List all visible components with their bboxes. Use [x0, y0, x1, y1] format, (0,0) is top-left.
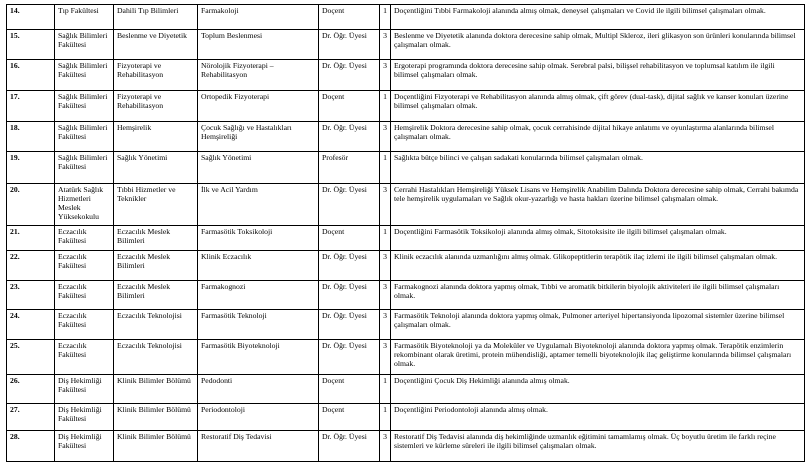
faculty-cell: Eczacılık Fakültesi — [55, 340, 114, 375]
table-row — [7, 431, 805, 462]
positions-table — [6, 4, 805, 462]
row-number: 24. — [7, 310, 55, 340]
count-cell: 1 — [380, 375, 391, 404]
count-cell: 1 — [380, 91, 391, 122]
table-row — [7, 122, 805, 152]
department-cell: Hemşirelik — [114, 122, 198, 152]
department-cell: Eczacılık Meslek Bilimleri — [114, 226, 198, 251]
faculty-cell: Diş Hekimliği Fakültesi — [55, 404, 114, 431]
department-cell: Dahili Tıp Bilimleri — [114, 5, 198, 30]
criteria-cell: Farmasötik Biyoteknoloji ya da Moleküler ve Uygulamalı Biyoteknoloji alanında doktora yapmış olmak. Terapötik enzimlerin rekombinant olarak üretimi, protein mühendisliği, aptamer temelli biyoteknolojik ilaç geliştirme konularında bilimsel çalışmaları olmak. — [391, 340, 805, 375]
field-cell: Farmasötik Biyoteknoloji — [198, 340, 319, 375]
department-cell: Sağlık Yönetimi — [114, 152, 198, 184]
faculty-cell: Sağlık Bilimleri Fakültesi — [55, 60, 114, 91]
faculty-cell: Sağlık Bilimleri Fakültesi — [55, 122, 114, 152]
field-cell: Ortopedik Fizyoterapi — [198, 91, 319, 122]
table-row — [7, 91, 805, 122]
row-number: 14. — [7, 5, 55, 30]
field-cell: Farmasötik Teknoloji — [198, 310, 319, 340]
count-cell: 3 — [380, 122, 391, 152]
count-cell: 3 — [380, 60, 391, 91]
row-number: 28. — [7, 431, 55, 462]
count-cell: 1 — [380, 226, 391, 251]
department-cell: Fizyoterapi ve Rehabilitasyon — [114, 91, 198, 122]
title-cell: Dr. Öğr. Üyesi — [319, 340, 380, 375]
faculty-cell: Sağlık Bilimleri Fakültesi — [55, 91, 114, 122]
faculty-cell: Eczacılık Fakültesi — [55, 281, 114, 310]
title-cell: Doçent — [319, 5, 380, 30]
department-cell: Tıbbi Hizmetler ve Teknikler — [114, 184, 198, 226]
count-cell: 1 — [380, 152, 391, 184]
title-cell: Dr. Öğr. Üyesi — [319, 122, 380, 152]
field-cell: Pedodonti — [198, 375, 319, 404]
field-cell: İlk ve Acil Yardım — [198, 184, 319, 226]
faculty-cell: Eczacılık Fakültesi — [55, 226, 114, 251]
table-row — [7, 5, 805, 30]
row-number: 22. — [7, 251, 55, 281]
field-cell: Toplum Beslenmesi — [198, 30, 319, 60]
row-number: 19. — [7, 152, 55, 184]
title-cell: Dr. Öğr. Üyesi — [319, 431, 380, 462]
row-number: 17. — [7, 91, 55, 122]
field-cell: Sağlık Yönetimi — [198, 152, 319, 184]
criteria-cell: Doçentliğini Tıbbi Farmakoloji alanında almış olmak, deneysel çalışmaları ve Covid ile ilgili bilimsel çalışmaları olmak. — [391, 5, 805, 30]
count-cell: 3 — [380, 251, 391, 281]
table-row — [7, 152, 805, 184]
count-cell: 3 — [380, 30, 391, 60]
faculty-cell: Sağlık Bilimleri Fakültesi — [55, 30, 114, 60]
table-row — [7, 226, 805, 251]
field-cell: Farmasötik Toksikoloji — [198, 226, 319, 251]
department-cell: Klinik Bilimler Bölümü — [114, 431, 198, 462]
count-cell: 3 — [380, 431, 391, 462]
table-row — [7, 30, 805, 60]
count-cell: 3 — [380, 340, 391, 375]
criteria-cell: Hemşirelik Doktora derecesine sahip olmak, çocuk cerrahisinde dijital hikaye anlatımı ve oyunlaştırma alanlarında bilimsel çalışmaları olmak. — [391, 122, 805, 152]
department-cell: Fizyoterapi ve Rehabilitasyon — [114, 60, 198, 91]
criteria-cell: Doçentliğini Periodontoloji alanında almış olmak. — [391, 404, 805, 431]
title-cell: Dr. Öğr. Üyesi — [319, 251, 380, 281]
count-cell: 1 — [380, 404, 391, 431]
field-cell: Farmakoloji — [198, 5, 319, 30]
title-cell: Profesör — [319, 152, 380, 184]
table-row — [7, 251, 805, 281]
count-cell: 1 — [380, 5, 391, 30]
table-row — [7, 404, 805, 431]
title-cell: Doçent — [319, 375, 380, 404]
row-number: 18. — [7, 122, 55, 152]
faculty-cell: Diş Hekimliği Fakültesi — [55, 375, 114, 404]
criteria-cell: Klinik eczacılık alanında uzmanlığını almış olmak. Glikopeptitlerin terapötik ilaç izlemi ile ilgili bilimsel çalışmaları olmak. — [391, 251, 805, 281]
field-cell: Farmakognozi — [198, 281, 319, 310]
row-number: 23. — [7, 281, 55, 310]
faculty-cell: Tıp Fakültesi — [55, 5, 114, 30]
criteria-cell: Doçentliğini Farmasötik Toksikoloji alanında almış olmak, Sitotoksisite ile ilgili bilimsel çalışmaları olmak. — [391, 226, 805, 251]
table-row — [7, 60, 805, 91]
criteria-cell: Cerrahi Hastalıkları Hemşireliği Yüksek Lisans ve Hemşirelik Anabilim Dalında Doktora derecesine sahip olmak, Cerrahi bakımda tele hemşirelik uygulamaları ve Sağlık okur-yazarlığı ve hasta hakları üzerine bilimsel çalışmaları olmak. — [391, 184, 805, 226]
department-cell: Beslenme ve Diyetetik — [114, 30, 198, 60]
title-cell: Dr. Öğr. Üyesi — [319, 310, 380, 340]
field-cell: Restoratif Diş Tedavisi — [198, 431, 319, 462]
row-number: 26. — [7, 375, 55, 404]
department-cell: Klinik Bilimler Bölümü — [114, 375, 198, 404]
table-row — [7, 340, 805, 375]
field-cell: Periodontoloji — [198, 404, 319, 431]
title-cell: Dr. Öğr. Üyesi — [319, 281, 380, 310]
title-cell: Doçent — [319, 91, 380, 122]
field-cell: Klinik Eczacılık — [198, 251, 319, 281]
count-cell: 3 — [380, 310, 391, 340]
title-cell: Doçent — [319, 226, 380, 251]
title-cell: Dr. Öğr. Üyesi — [319, 30, 380, 60]
count-cell: 3 — [380, 184, 391, 226]
row-number: 15. — [7, 30, 55, 60]
count-cell: 3 — [380, 281, 391, 310]
field-cell: Çocuk Sağlığı ve Hastalıkları Hemşireliği — [198, 122, 319, 152]
table-row — [7, 281, 805, 310]
table-row — [7, 184, 805, 226]
criteria-cell: Beslenme ve Diyetetik alanında doktora derecesine sahip olmak, Multipl Skleroz, ileri glikasyon son ürünleri konularında bilimsel çalışmaları olmak. — [391, 30, 805, 60]
criteria-cell: Farmakognozi alanında doktora yapmış olmak, Tıbbi ve aromatik bitkilerin biyolojik aktiviteleri ile ilgili bilimsel çalışmaları olmak. — [391, 281, 805, 310]
faculty-cell: Sağlık Bilimleri Fakültesi — [55, 152, 114, 184]
table-row — [7, 375, 805, 404]
department-cell: Eczacılık Meslek Bilimleri — [114, 281, 198, 310]
criteria-cell: Farmasötik Teknoloji alanında doktora yapmış olmak, Pulmoner arteriyel hipertansiyonda lipozomal sistemler üzerine bilimsel çalışmaları olmak. — [391, 310, 805, 340]
faculty-cell: Atatürk Sağlık Hizmetleri Meslek Yüksekokulu — [55, 184, 114, 226]
department-cell: Eczacılık Teknolojisi — [114, 310, 198, 340]
field-cell: Nörolojik Fizyoterapi – Rehabilitasyon — [198, 60, 319, 91]
title-cell: Doçent — [319, 404, 380, 431]
criteria-cell: Restoratif Diş Tedavisi alanında diş hekimliğinde uzmanlık eğitimini tamamlamış olmak. Üç boyutlu üretim ile farklı reçine sistemleri ve kürleme süreleri ile ilgili bilimsel çalışmaları olmak. — [391, 431, 805, 462]
title-cell: Dr. Öğr. Üyesi — [319, 60, 380, 91]
row-number: 16. — [7, 60, 55, 91]
row-number: 27. — [7, 404, 55, 431]
faculty-cell: Eczacılık Fakültesi — [55, 251, 114, 281]
department-cell: Klinik Bilimler Bölümü — [114, 404, 198, 431]
department-cell: Eczacılık Meslek Bilimleri — [114, 251, 198, 281]
criteria-cell: Sağlıkta bütçe bilinci ve çalışan sadakati konularında bilimsel çalışmaları olmak. — [391, 152, 805, 184]
title-cell: Dr. Öğr. Üyesi — [319, 184, 380, 226]
faculty-cell: Diş Hekimliği Fakültesi — [55, 431, 114, 462]
department-cell: Eczacılık Teknolojisi — [114, 340, 198, 375]
faculty-cell: Eczacılık Fakültesi — [55, 310, 114, 340]
criteria-cell: Ergoterapi programında doktora derecesine sahip olmak. Serebral palsi, bilişsel rehabilitasyon ve toplumsal katılım ile ilgili bilimsel çalışmaları olmak. — [391, 60, 805, 91]
row-number: 25. — [7, 340, 55, 375]
criteria-cell: Doçentliğini Fizyoterapi ve Rehabilitasyon alanında almış olmak, çift görev (dual-task), dijital sağlık ve kanser konuları üzerine bilimsel çalışmaları olmak. — [391, 91, 805, 122]
row-number: 20. — [7, 184, 55, 226]
criteria-cell: Doçentliğini Çocuk Diş Hekimliği alanında almış olmak. — [391, 375, 805, 404]
row-number: 21. — [7, 226, 55, 251]
table-row — [7, 310, 805, 340]
